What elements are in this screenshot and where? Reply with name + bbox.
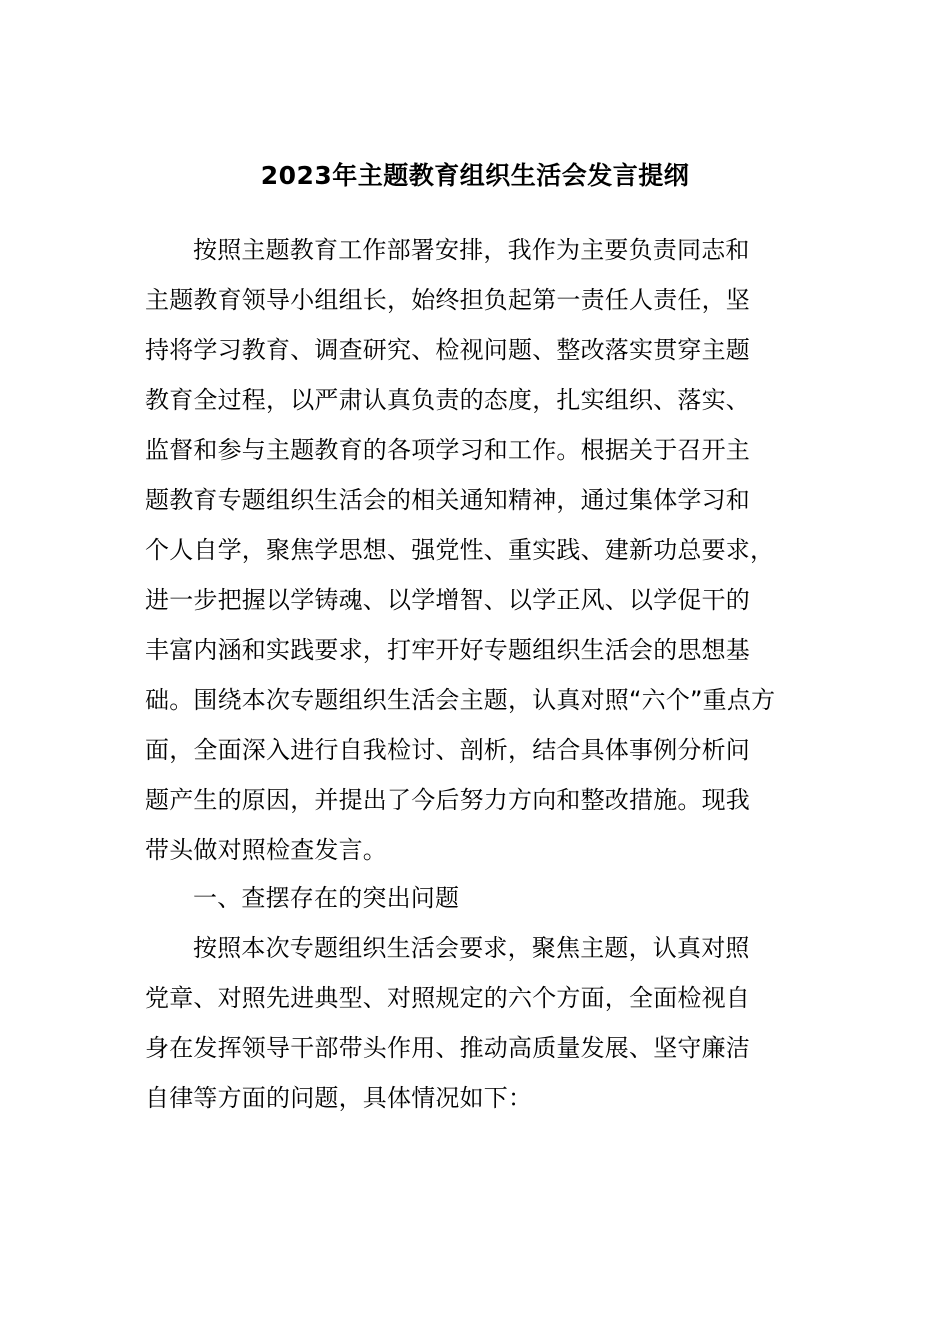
paragraph-1-line: 主题教育领导小组组长，始终担负起第一责任人责任，坚	[145, 286, 750, 314]
paragraph-1-line: 教育全过程，以严肃认真负责的态度，扎实组织、落实、	[145, 386, 750, 414]
paragraph-2-line: 党章、对照先进典型、对照规定的六个方面，全面检视自	[145, 984, 750, 1012]
paragraph-1-line: 个人自学，聚焦学思想、强党性、重实践、建新功总要求，	[145, 536, 775, 564]
paragraph-2-line: 按照本次专题组织生活会要求，聚焦主题，认真对照	[193, 934, 750, 962]
paragraph-2-line: 自律等方面的问题，具体情况如下：	[145, 1084, 533, 1112]
paragraph-1-line: 题教育专题组织生活会的相关通知精神，通过集体学习和	[145, 486, 750, 514]
section-heading: 一、查摆存在的突出问题	[193, 884, 460, 912]
paragraph-1-line: 按照主题教育工作部署安排，我作为主要负责同志和	[193, 236, 750, 264]
paragraph-1-line: 持将学习教育、调查研究、检视问题、整改落实贯穿主题	[145, 336, 750, 364]
paragraph-1-line: 进一步把握以学铸魂、以学增智、以学正风、以学促干的	[145, 586, 750, 614]
document-title: 2023年主题教育组织生活会发言提纲	[260, 161, 690, 190]
paragraph-1-line: 丰富内涵和实践要求，打牢开好专题组织生活会的思想基	[145, 636, 750, 664]
paragraph-1-line: 带头做对照检查发言。	[145, 836, 387, 864]
paragraph-1-line: 面，全面深入进行自我检讨、剖析，结合具体事例分析问	[145, 736, 750, 764]
paragraph-1-line: 题产生的原因，并提出了今后努力方向和整改措施。现我	[145, 786, 750, 814]
paragraph-1-line: 监督和参与主题教育的各项学习和工作。根据关于召开主	[145, 436, 750, 464]
paragraph-2-line: 身在发挥领导干部带头作用、推动高质量发展、坚守廉洁	[145, 1034, 750, 1062]
paragraph-1-line: 础。围绕本次专题组织生活会主题，认真对照“六个”重点方	[145, 686, 776, 714]
